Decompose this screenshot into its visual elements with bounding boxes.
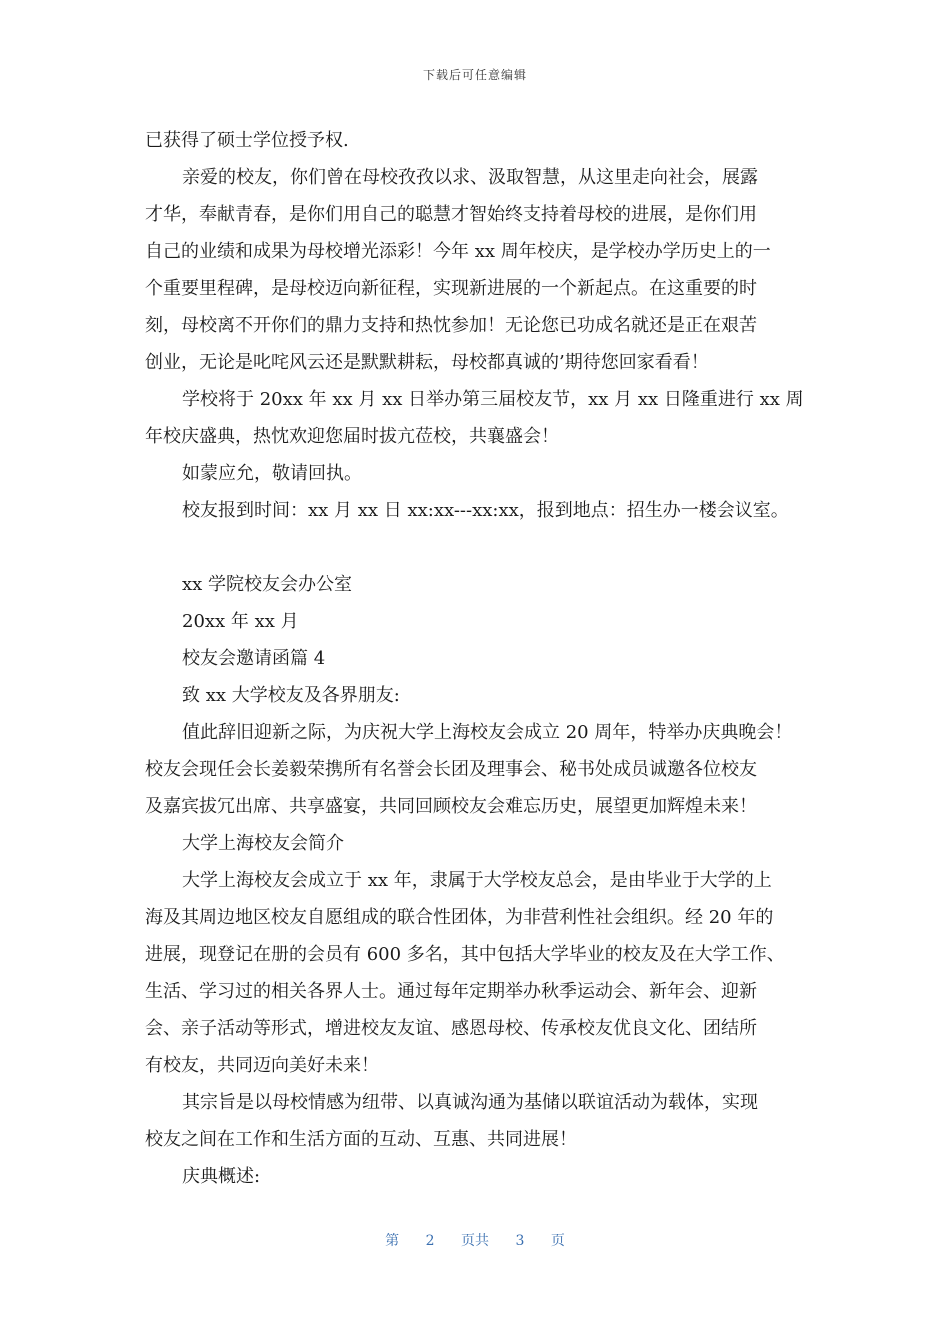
signature-date: 20xx 年 xx 月	[182, 611, 299, 632]
text-line: 亲爱的校友，你们曾在母校孜孜以求、汲取智慧，从这里走向社会，展露	[182, 167, 758, 188]
text-line: 如蒙应允，敬请回执。	[182, 463, 362, 484]
text-line: 刻，母校离不开你们的鼎力支持和热忱参加！无论您已功成名就还是正在艰苦	[145, 315, 757, 336]
text-line: 会、亲子活动等形式，增进校友友谊、感恩母校、传承校友优良文化、团结所	[145, 1018, 757, 1039]
section-heading: 大学上海校友会简介	[182, 833, 344, 854]
section-heading: 庆典概述:	[182, 1166, 261, 1187]
signature-organization: xx 学院校友会办公室	[182, 574, 353, 595]
text-line: 创业，无论是叱咤风云还是默默耕耘，母校都真诚的’期待您回家看看！	[145, 352, 709, 373]
page-header: 下载后可任意编辑	[422, 68, 527, 82]
text-line: 校友之间在工作和生活方面的互动、互惠、共同进展！	[145, 1129, 577, 1150]
text-line: 校友会现任会长姜毅荣携所有名誉会长团及理事会、秘书处成员诚邀各位校友	[145, 759, 757, 780]
footer-middle: 页共	[461, 1233, 489, 1249]
text-line: 有校友，共同迈向美好未来！	[145, 1055, 379, 1076]
text-line: 学校将于 20xx 年 xx 月 xx 日举办第三届校友节，xx 月 xx 日隆重进行 xx 周	[182, 389, 804, 410]
blank-line	[145, 529, 815, 566]
section-heading: 校友会邀请函篇 4	[182, 648, 326, 669]
total-page-count: 3	[515, 1233, 525, 1249]
text-line: 其宗旨是以母校情感为纽带、以真诚沟通为基储以联谊活动为载体，实现	[182, 1092, 758, 1113]
text-line: 校友报到时间：xx 月 xx 日 xx:xx---xx:xx，报到地点：招生办一楼会议室。	[182, 500, 789, 521]
footer-prefix: 第	[385, 1233, 400, 1249]
current-page-number: 2	[425, 1233, 435, 1249]
page-footer	[0, 1230, 950, 1250]
text-line: 进展，现登记在册的会员有 600 多名，其中包括大学毕业的校友及在大学工作、	[145, 944, 785, 965]
text-line: 个重要里程碑，是母校迈向新征程，实现新进展的一个新起点。在这重要的时	[145, 278, 757, 299]
text-line: 及嘉宾拔冗出席、共享盛宴，共同回顾校友会难忘历史，展望更加辉煌未来！	[145, 796, 757, 817]
document-body	[145, 122, 815, 1195]
footer-suffix: 页	[550, 1233, 565, 1249]
text-line: 自己的业绩和成果为母校增光添彩！今年 xx 周年校庆，是学校办学历史上的一	[145, 241, 771, 262]
text-line: 才华，奉献青春，是你们用自己的聪慧才智始终支持着母校的进展，是你们用	[145, 204, 757, 225]
text-line: 生活、学习过的相关各界人士。通过每年定期举办秋季运动会、新年会、迎新	[145, 981, 757, 1002]
text-line: 年校庆盛典，热忱欢迎您届时拔亢莅校，共襄盛会！	[145, 426, 559, 447]
salutation: 致 xx 大学校友及各界朋友:	[182, 685, 400, 706]
text-line: 值此辞旧迎新之际，为庆祝大学上海校友会成立 20 周年，特举办庆典晚会！	[182, 722, 793, 743]
text-line: 大学上海校友会成立于 xx 年，隶属于大学校友总会，是由毕业于大学的上	[182, 870, 772, 891]
text-line: 已获得了硕士学位授予权.	[145, 130, 349, 151]
text-line: 海及其周边地区校友自愿组成的联合性团体，为非营利性社会组织。经 20 年的	[145, 907, 774, 928]
